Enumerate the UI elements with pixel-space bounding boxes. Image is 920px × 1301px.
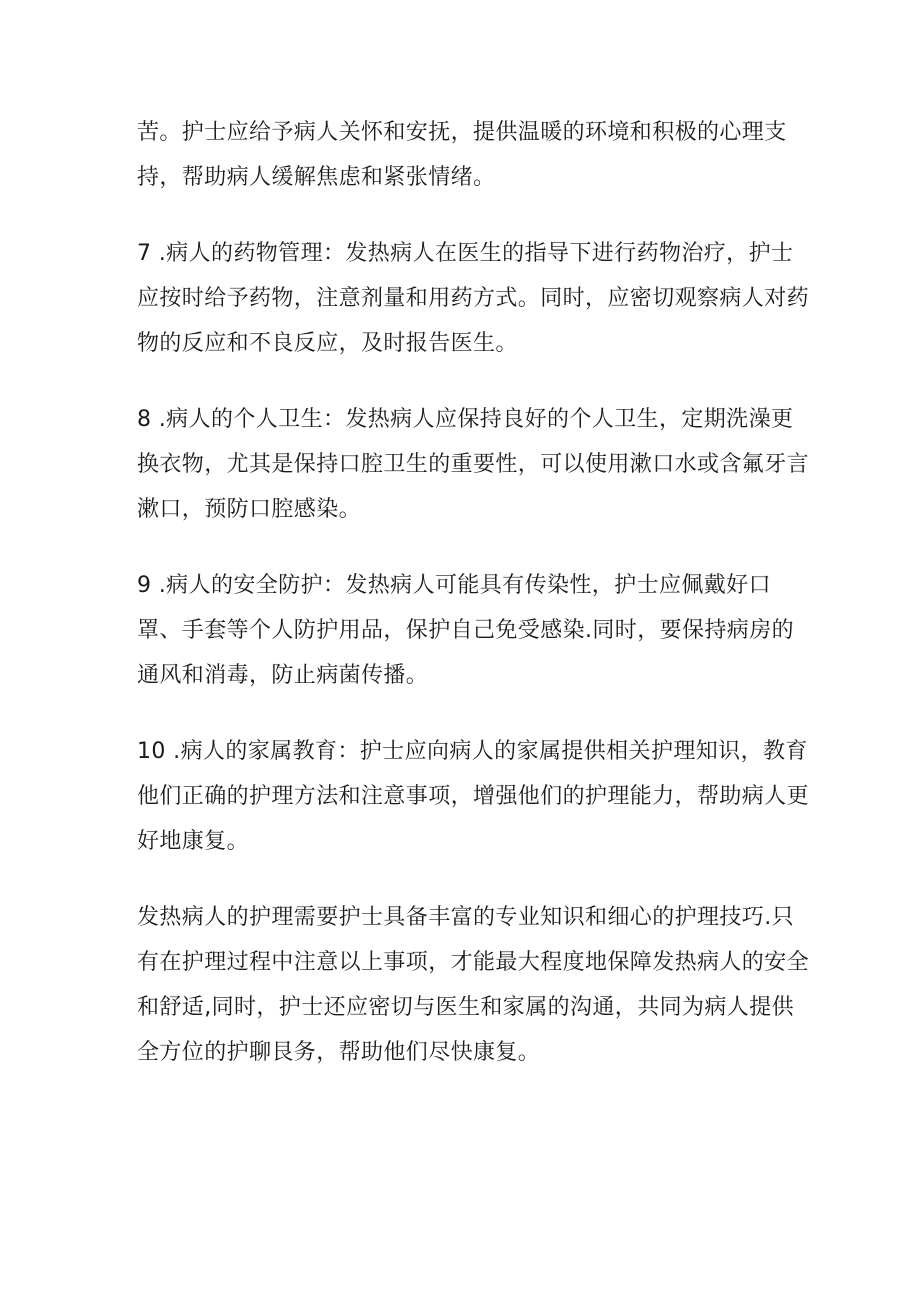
paragraph-item-10 [137,729,810,864]
paragraph-continuation [137,110,797,200]
text-line: 7 .病人的药物管理：发热病人在医生的指导下进行药物治疗，护士 [137,241,794,266]
text-line: 通风和消毒，防止病菌传播。 [137,663,429,688]
text-line: 他们正确的护理方法和注意事项，增强他们的护理能力，帮助病人更 [137,784,810,809]
text-line: 漱口，预防口腔感染。 [137,497,362,522]
document-body [137,110,810,1106]
text-line: 好地康复。 [137,829,250,854]
paragraph-item-8 [137,397,810,532]
text-line: 8 .病人的个人卫生：发热病人应保持良好的个人卫生，定期洗澡更 [137,407,794,432]
text-line: 10 .病人的家属教育：护士应向病人的家属提供相关护理知识，教育 [137,739,808,764]
text-line: 持，帮助病人缓解焦虑和紧张情绪。 [137,165,496,190]
paragraph-item-7 [137,231,810,366]
text-line: 物的反应和不良反应，及时报告医生。 [137,331,518,356]
text-line: 9 .病人的安全防护：发热病人可能具有传染性，护士应佩戴好口 [137,573,771,598]
text-line: 全方位的护聊艮务，帮助他们尽快康复。 [137,1040,541,1065]
paragraph-conclusion [137,895,810,1075]
text-line: 和舒适,同时，护士还应密切与医生和家属的沟通，共同为病人提供 [137,995,794,1020]
text-line: 换衣物，尤其是保持口腔卫生的重要性，可以使用漱口水或含氟牙言 [137,452,810,477]
text-line: 发热病人的护理需要护士具备丰富的专业知识和细心的护理技巧.只 [137,905,794,930]
text-line: 苦。护士应给予病人关怀和安抚，提供温暖的环境和积极的心理支 [137,120,787,145]
paragraph-item-9 [137,563,797,698]
text-line: 应按时给予药物，注意剂量和用药方式。同时，应密切观察病人对药 [137,286,810,311]
text-line: 有在护理过程中注意以上事项，才能最大程度地保障发热病人的安全 [137,950,810,975]
text-line: 罩、手套等个人防护用品，保护自己免受感染.同时，要保持病房的 [137,618,794,643]
